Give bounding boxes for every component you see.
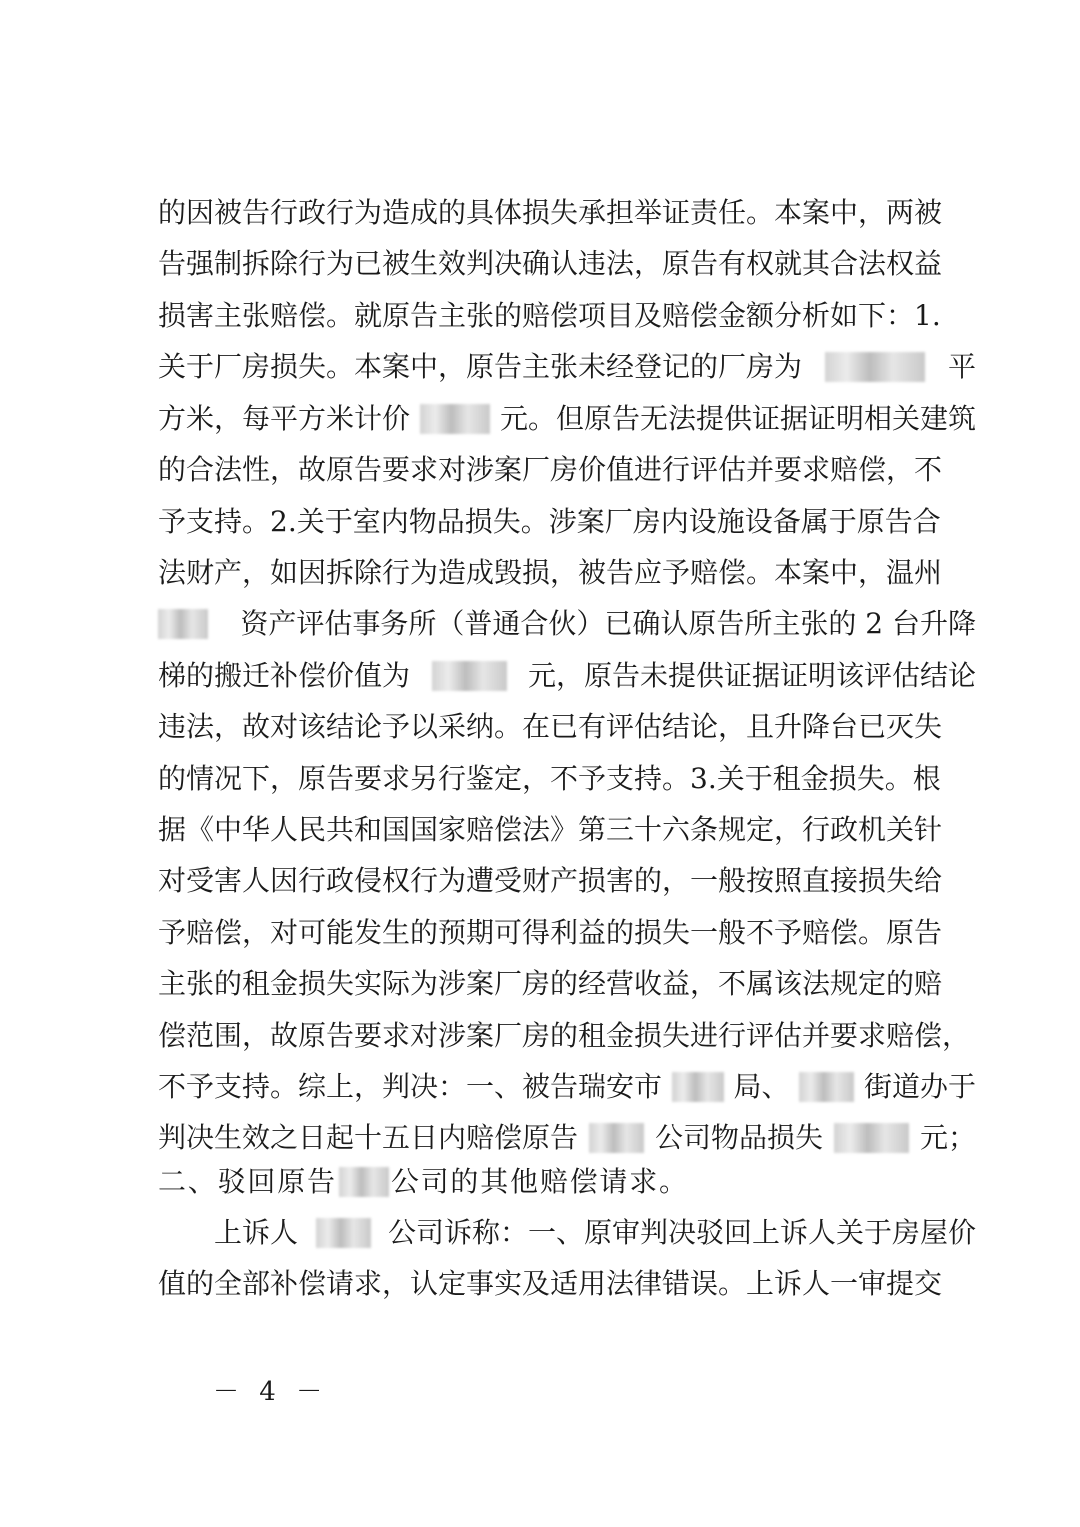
text-line-12: 的情况下，原告要求另行鉴定，不予支持。3.关于租金损失。根 — [158, 762, 941, 795]
text-line-5 — [158, 399, 976, 439]
text-line-17: 偿范围，故原告要求对涉案厂房的租金损失进行评估并要求赔偿， — [158, 1019, 971, 1052]
text-segment: 元； — [919, 1121, 976, 1154]
text-line-11: 违法，故对该结论予以采纳。在已有评估结论，且升降台已灭失 — [158, 710, 943, 743]
text-segment: 元。但原告无法提供证据证明相关建筑 — [499, 402, 976, 435]
text-segment: 资产评估事务所（普通合伙）已确认原告所主张的 2 台升降 — [240, 607, 976, 640]
redaction-area — [316, 1218, 371, 1248]
text-segment: 元，原告未提供证据证明该评估结论 — [527, 659, 976, 692]
text-line-8: 法财产，如因拆除行为造成毁损，被告应予赔偿。本案中，温州 — [158, 556, 943, 589]
text-line-19 — [158, 1118, 976, 1158]
text-segment: 方米，每平方米计价 — [158, 402, 411, 435]
text-segment: 上诉人 — [214, 1216, 299, 1249]
redaction-area — [158, 609, 208, 639]
text-segment: 平 — [947, 350, 976, 383]
text-line-21 — [214, 1213, 976, 1253]
text-segment: 二、驳回原告 — [158, 1165, 337, 1198]
text-segment: 不予支持。综上，判决：一、被告瑞安市 — [158, 1070, 663, 1103]
page-number: － 4 － — [213, 1377, 329, 1407]
text-segment: 街道办于 — [863, 1070, 976, 1103]
redaction-area — [825, 352, 925, 382]
text-line-4 — [158, 347, 976, 387]
redaction-area — [432, 661, 507, 691]
redaction-area — [799, 1072, 854, 1102]
text-line-7: 予支持。2.关于室内物品损失。涉案厂房内设施设备属于原告合 — [158, 505, 941, 538]
text-line-1: 的因被告行政行为造成的具体损失承担举证责任。本案中，两被 — [158, 196, 943, 229]
text-segment: 判决生效之日起十五日内赔偿原告 — [158, 1121, 579, 1154]
redaction-area — [589, 1123, 644, 1153]
text-segment: 公司物品损失 — [654, 1121, 823, 1154]
text-line-2: 告强制拆除行为已被生效判决确认违法，原告有权就其合法权益 — [158, 247, 943, 280]
redaction-area — [672, 1072, 724, 1102]
text-line-14: 对受害人因行政侵权行为遭受财产损害的，一般按照直接损失给 — [158, 864, 943, 897]
redaction-area — [420, 404, 490, 434]
text-line-20 — [158, 1162, 976, 1202]
redaction-area — [339, 1167, 389, 1197]
text-segment: 梯的搬迁补偿价值为 — [158, 659, 411, 692]
redaction-area — [834, 1123, 909, 1153]
text-line-13: 据《中华人民共和国国家赔偿法》第三十六条规定，行政机关针 — [158, 813, 943, 846]
text-line-16: 主张的租金损失实际为涉案厂房的经营收益，不属该法规定的赔 — [158, 967, 943, 1000]
text-line-6: 的合法性，故原告要求对涉案厂房价值进行评估并要求赔偿，不 — [158, 453, 943, 486]
text-line-3: 损害主张赔偿。就原告主张的赔偿项目及赔偿金额分析如下：1. — [158, 299, 941, 332]
text-line-18 — [158, 1067, 976, 1107]
text-segment: 关于厂房损失。本案中，原告主张未经登记的厂房为 — [158, 350, 803, 383]
text-segment: 局、 — [733, 1070, 790, 1103]
text-segment: 公司的其他赔偿请求。 — [390, 1165, 689, 1198]
text-line-9 — [158, 604, 976, 644]
text-line-10 — [158, 656, 976, 696]
text-segment: 公司诉称：一、原审判决驳回上诉人关于房屋价 — [387, 1216, 976, 1249]
text-line-15: 予赔偿，对可能发生的预期可得利益的损失一般不予赔偿。原告 — [158, 916, 943, 949]
text-line-22: 值的全部补偿请求，认定事实及适用法律错误。上诉人一审提交 — [158, 1267, 943, 1300]
